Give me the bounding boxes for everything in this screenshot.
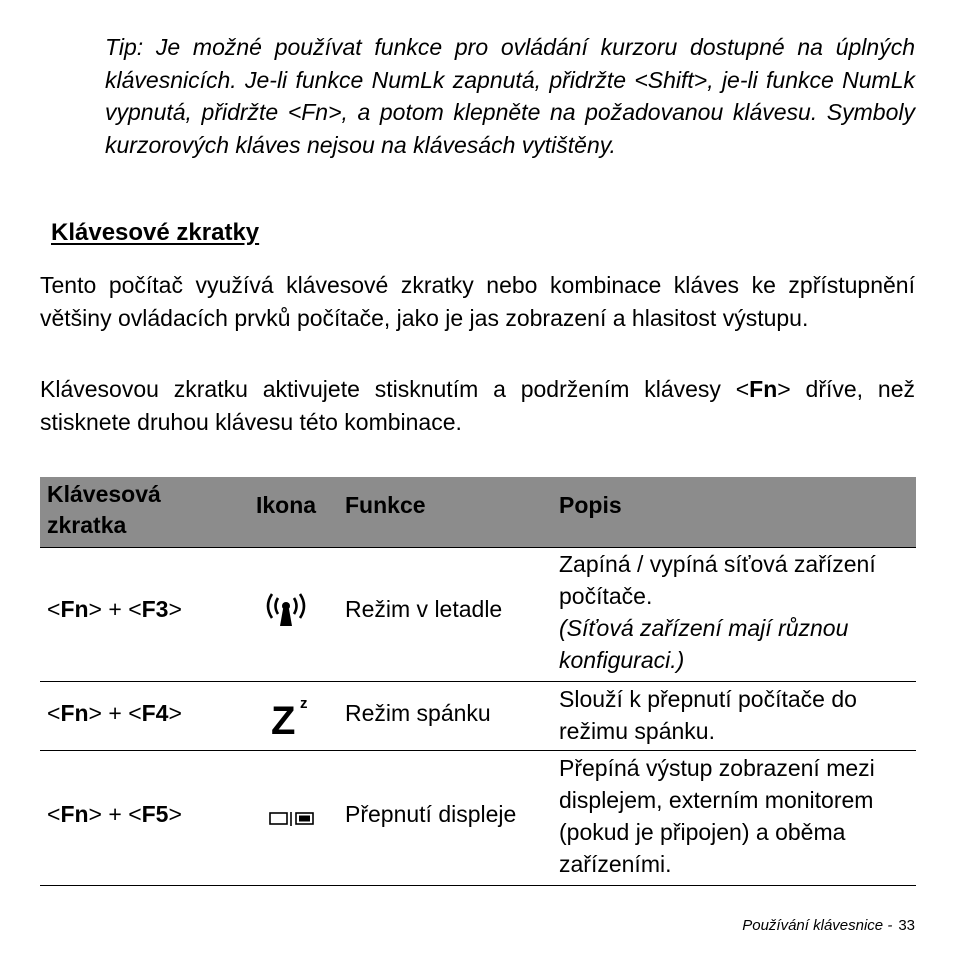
function-label: Režim spánku: [345, 700, 491, 726]
fn-paragraph: [40, 373, 915, 438]
function-label: Přepnutí displeje: [345, 801, 517, 827]
shortcut-keys: <Fn> + <F4>: [47, 700, 182, 726]
description-text: Přepíná výstup zobrazení mezi displejem, externím monitorem (pokud je připojen) a oběma zařízeními.: [559, 755, 875, 877]
page-number: 33: [898, 917, 915, 934]
table-row: [40, 751, 916, 886]
description-text: Slouží k přepnutí počítače do režimu spánku.: [559, 686, 857, 744]
svg-text:Z: Z: [271, 699, 296, 738]
header-description: Popis: [559, 492, 622, 518]
shortcut-keys: <Fn> + <F5>: [47, 801, 182, 827]
fn-paragraph-after: > dříve, než stisknete druhou klávesu této kombinace.: [40, 376, 915, 435]
intro-paragraph: Tento počítač využívá klávesové zkratky nebo kombinace kláves ke zpřístupnění většiny ovládacích prvků počítače, jako je jas zobrazení a hlasitost výstupu.: [40, 272, 915, 331]
footer-section: Používání klávesnice -: [742, 917, 893, 934]
function-label: Režim v letadle: [345, 596, 503, 622]
key-f3: F3: [141, 596, 169, 622]
description-note: (Síťová zařízení mají různou konfiguraci.): [559, 615, 849, 673]
fn-key-label: Fn: [749, 376, 778, 402]
shortcut-table: [40, 477, 916, 886]
airplane-mode-icon: [262, 592, 310, 636]
fn-paragraph-before: Klávesovou zkratku aktivujete stisknutím a podržením klávesy <: [40, 376, 750, 402]
description: [559, 683, 919, 747]
key-f4: F4: [141, 700, 169, 726]
table-row: [40, 682, 916, 751]
header-function: Funkce: [345, 492, 426, 518]
description: [559, 548, 919, 676]
section-heading: Klávesové zkratky: [51, 219, 260, 246]
key-fn: Fn: [60, 700, 89, 726]
description: [559, 752, 919, 880]
svg-text:z: z: [300, 695, 308, 712]
page-footer: [742, 917, 915, 934]
description-text: Zapíná / vypíná síťová zařízení počítače.: [559, 551, 876, 609]
display-switch-icon: [269, 806, 315, 833]
table-row: [40, 548, 916, 682]
table-header: [40, 477, 916, 548]
header-icon: Ikona: [256, 492, 317, 518]
tip-paragraph: Tip: Je možné používat funkce pro ovládání kurzoru dostupné na úplných klávesnicích. Je-li funkce NumLk zapnutá, přidržte <Shift>, je-li funkce NumLk vypnutá, přidržte <Fn>, a potom klepněte na požadovanou klávesu. Symboly kurzorových kláves nejsou na klávesách vytištěny.: [105, 34, 915, 158]
key-fn: Fn: [60, 801, 89, 827]
shortcut-keys: <Fn> + <F3>: [47, 596, 182, 622]
header-shortcut: Klávesová zkratka: [47, 481, 161, 538]
sleep-icon: [271, 690, 313, 744]
key-fn: Fn: [60, 596, 89, 622]
key-f5: F5: [141, 801, 169, 827]
